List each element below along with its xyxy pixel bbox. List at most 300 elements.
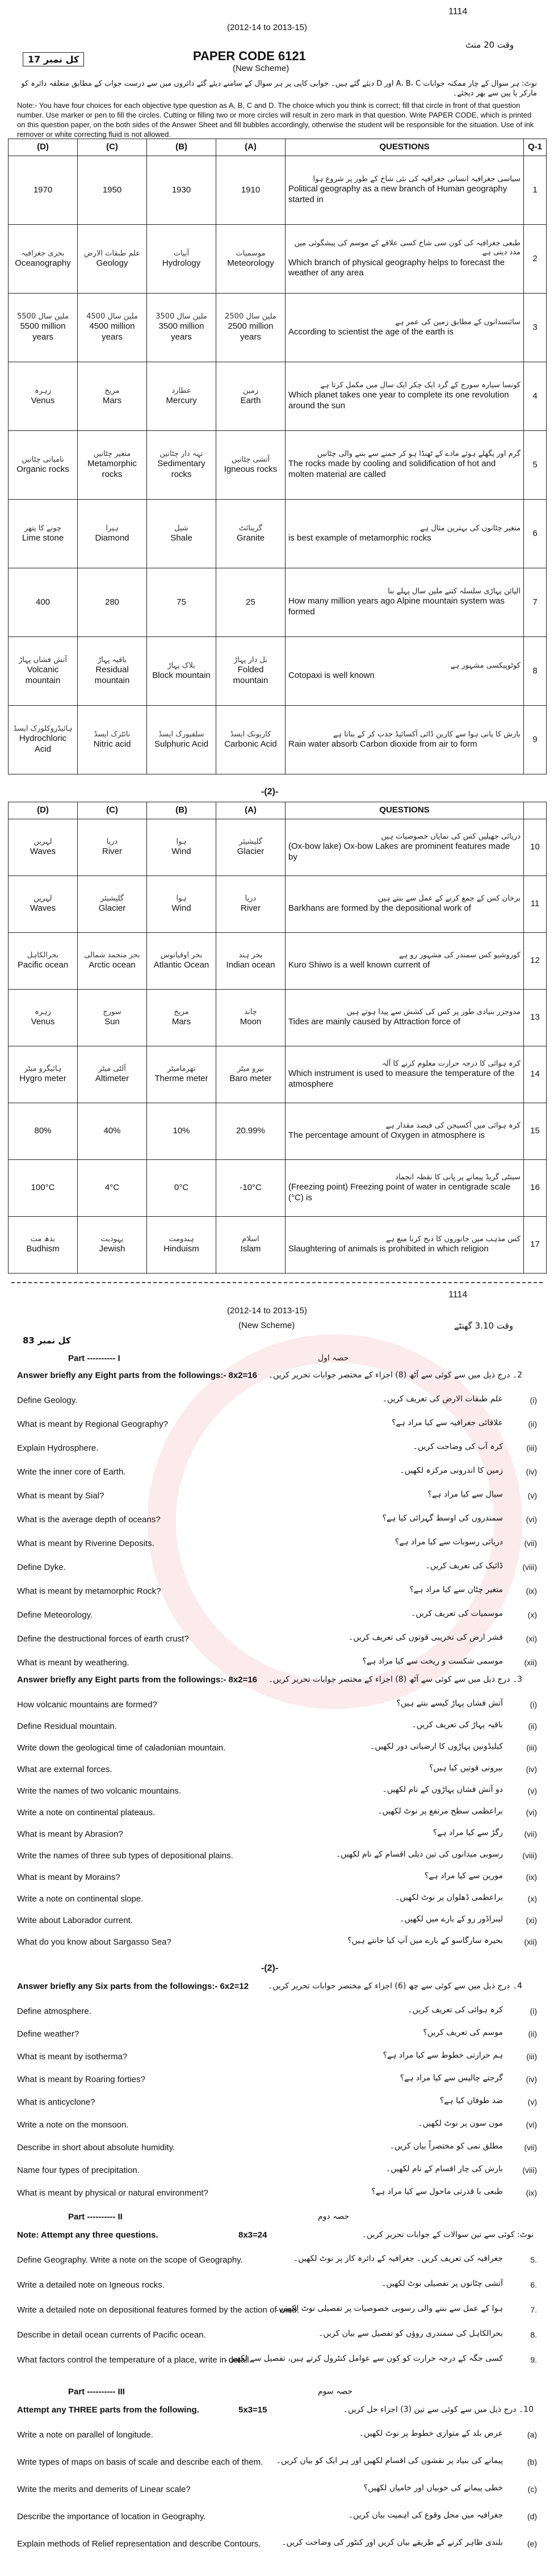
option-b-en: Atlantic Ocean bbox=[153, 960, 209, 970]
list-item bbox=[17, 1912, 537, 1935]
item-number: (v) bbox=[527, 1786, 537, 1795]
option-d bbox=[9, 225, 78, 294]
item-number: (vi) bbox=[526, 2120, 537, 2129]
item-number: (iv) bbox=[526, 2075, 537, 2084]
item-english: Write a note on the monsoon. bbox=[17, 2120, 129, 2130]
subjective-new-scheme: (New Scheme) bbox=[238, 1321, 295, 1330]
option-a-ur: گلیشیئر bbox=[238, 837, 263, 846]
question-row bbox=[9, 1217, 547, 1274]
item-number: (xii) bbox=[524, 1658, 537, 1667]
option-a-ur: زمین bbox=[242, 386, 259, 395]
item-urdu: مطلق نمی کو مختصراً بیان کریں۔ bbox=[389, 2142, 503, 2151]
question-number bbox=[524, 500, 547, 568]
option-b bbox=[147, 1103, 216, 1160]
option-b bbox=[147, 637, 216, 706]
question-text-en: (Ox-bow lake) Ox-bow Lakes are prominent features made by bbox=[288, 841, 510, 862]
option-a bbox=[216, 1046, 286, 1103]
option-b-ur: آبیات bbox=[173, 249, 190, 258]
item-urdu: زمین کا اندرونی مرکزہ لکھیں۔ bbox=[400, 1466, 503, 1475]
option-b-en: Sulphuric Acid bbox=[154, 739, 209, 749]
item-number: (v) bbox=[527, 1491, 537, 1500]
option-b bbox=[147, 156, 216, 225]
item-number: (ii) bbox=[528, 2029, 537, 2038]
item-number: (a) bbox=[527, 2430, 537, 2439]
option-a bbox=[216, 294, 286, 362]
question-row bbox=[9, 225, 547, 294]
option-a-ur: بحر ہند bbox=[238, 951, 263, 960]
question-text-ur: گرم اور پگھلے ہوئے مادے کے ٹھنڈا ہو کر جمنے سے بننے والی چٹانیں bbox=[317, 450, 521, 459]
question-text bbox=[286, 990, 524, 1046]
option-a-en: Glacier bbox=[237, 847, 265, 857]
col-questions: QUESTIONS bbox=[286, 802, 524, 819]
item-urdu: کیلیڈونین پہاڑوں کا ارضیاتی دور لکھیں۔ bbox=[370, 1742, 503, 1751]
question-number-en: 2 bbox=[532, 253, 538, 263]
item-urdu: بحیرہ سارگاسو کے بارے میں آپ کیا جانتے ہیں؟ bbox=[347, 1936, 503, 1945]
question-text-ur: طبعی جغرافیہ کی کون سی شاخ کسی علاقے کے موسم کی پیشگوئی میں مدد دیتی ہے bbox=[294, 239, 521, 257]
option-b-ur: بحر اوقیانوس bbox=[160, 951, 203, 960]
question-number-en: 1 bbox=[532, 185, 538, 195]
option-c-ur: 4500 ملین سال bbox=[86, 312, 138, 321]
item-english: Write a note on continental slope. bbox=[17, 1894, 144, 1904]
option-b-en: Hydrology bbox=[162, 258, 201, 268]
item-english: Define Dyke. bbox=[17, 1563, 66, 1572]
option-a bbox=[216, 225, 286, 294]
item-number: (vii) bbox=[524, 1539, 537, 1548]
list-item bbox=[17, 2071, 537, 2094]
list-item bbox=[17, 1697, 537, 1719]
option-a-en: 1910 bbox=[241, 185, 261, 195]
option-a bbox=[216, 1217, 286, 1274]
question-row bbox=[9, 156, 547, 225]
question-text bbox=[286, 225, 524, 294]
list-item bbox=[17, 2117, 537, 2139]
option-b-ur: تہہ دار چٹانیں bbox=[160, 450, 203, 459]
option-d bbox=[9, 933, 78, 990]
question-text-ur: مدوجزر بنیادی طور پر کس کی کشش سے پیدا ہوتے ہیں bbox=[346, 1008, 521, 1016]
list-item bbox=[17, 2162, 537, 2185]
option-c bbox=[78, 637, 147, 706]
option-b-ur: مریخ bbox=[174, 1008, 189, 1016]
item-english: Explain Hydrosphere. bbox=[17, 1443, 99, 1453]
option-b bbox=[147, 1046, 216, 1103]
list-item bbox=[17, 2252, 537, 2275]
option-b-en: Mercury bbox=[166, 395, 197, 405]
option-d-en: Waves bbox=[30, 903, 56, 914]
option-d-en: 100°C bbox=[31, 1183, 55, 1193]
item-number: (i) bbox=[530, 2007, 537, 2016]
option-c-en: Jewish bbox=[99, 1244, 125, 1254]
time-allowed: وقت 20 منٹ bbox=[465, 40, 514, 50]
option-a-en: 2500 million years bbox=[228, 321, 274, 342]
option-a-en: 25 bbox=[246, 597, 255, 607]
option-c bbox=[78, 876, 147, 933]
option-a bbox=[216, 568, 286, 637]
option-a-en: Carbonic Acid bbox=[224, 739, 277, 749]
page-mark-2b: -(2)- bbox=[261, 1963, 279, 1973]
option-a-ur: چاند bbox=[244, 1008, 257, 1016]
option-c bbox=[78, 1160, 147, 1217]
item-english: What factors control the temperature of a place, write in detail. bbox=[17, 2355, 251, 2365]
item-english: Write a note on parallel of longitude. bbox=[17, 2430, 153, 2440]
item-urdu: کرہ ہوائی کی تعریف کریں۔ bbox=[408, 2005, 503, 2014]
option-c bbox=[78, 362, 147, 431]
q10-marks: 5x3=15 bbox=[238, 2405, 267, 2415]
question-text bbox=[286, 156, 524, 225]
option-a-en: Islam bbox=[240, 1244, 261, 1254]
option-a-ur: کاربونک ایسڈ bbox=[230, 730, 271, 739]
item-urdu: دریائی رسوبات سے کیا مراد ہے؟ bbox=[394, 1538, 503, 1547]
cut-line bbox=[11, 1282, 543, 1283]
list-item bbox=[17, 1826, 537, 1849]
item-urdu: جغرافیہ میں محل وقوع کی اہمیت بیان کریں۔ bbox=[348, 2511, 503, 2520]
option-b-ur: سلفیورک ایسڈ bbox=[158, 730, 204, 739]
list-item bbox=[17, 1511, 537, 1534]
question-row bbox=[9, 294, 547, 362]
list-item bbox=[17, 2185, 537, 2208]
list-item bbox=[17, 1488, 537, 1510]
option-c-en: River bbox=[102, 847, 122, 857]
col-d: (D) bbox=[9, 139, 78, 156]
option-a-ur: اسلام bbox=[242, 1235, 259, 1243]
question-text-en: Cotopaxi is well known bbox=[288, 670, 375, 680]
item-english: What is the average depth of oceans? bbox=[17, 1515, 161, 1524]
option-d-ur: آتش فشاں پہاڑ bbox=[19, 656, 67, 665]
list-item bbox=[17, 2508, 537, 2531]
option-c bbox=[78, 819, 147, 876]
item-urdu: سیال سے کیا مراد ہے؟ bbox=[427, 1490, 503, 1499]
item-english: What is meant by physical or natural environment? bbox=[17, 2188, 208, 2198]
question-text-ur: کس مذہب میں جانوروں کا ذبح کرنا منع ہے bbox=[385, 1235, 521, 1243]
question-row bbox=[9, 933, 547, 990]
option-b-en: 1930 bbox=[171, 185, 191, 195]
option-c-en: 4°C bbox=[104, 1183, 120, 1193]
question-text-en: Tides are mainly caused by Attraction force of bbox=[288, 1017, 460, 1027]
question-text bbox=[286, 1160, 524, 1217]
item-number: (c) bbox=[527, 2485, 537, 2494]
subjective-marks: کل نمبر 83 bbox=[23, 1335, 71, 1346]
option-a bbox=[216, 637, 286, 706]
item-number: (b) bbox=[527, 2457, 537, 2466]
note-urdu: نوٹ: ہر سوال کے چار ممکنہ جوابات A، B، C اور D دیئے گئے ہیں۔ جوابی کاپی پر ہر سوال کے سامنے دیئے گئے دائروں میں سے درست جواب کے مطابق متعلقہ دائرہ کو مارکر یا پین سے بھر دیجئے۔ bbox=[21, 79, 537, 98]
option-d bbox=[9, 1217, 78, 1274]
option-b-ur: عطارد bbox=[171, 386, 191, 395]
item-number: (viii) bbox=[522, 1851, 537, 1860]
item-urdu: پیمانے کی بنیاد پر نقشوں کی اقسام لکھیں اور ہر ایک کو بیان کریں۔ bbox=[276, 2456, 503, 2465]
option-d bbox=[9, 156, 78, 225]
option-c-ur: باقیہ پہاڑ bbox=[98, 656, 127, 665]
question-number-en: 9 bbox=[532, 734, 538, 744]
question-number-en: 15 bbox=[530, 1126, 540, 1136]
option-b bbox=[147, 431, 216, 500]
question-text-ur: کونسا سیارہ سورج کے گرد ایک چکر ایک سال میں مکمل کرتا ہے bbox=[320, 381, 521, 390]
item-english: Write the inner core of Earth. bbox=[17, 1467, 126, 1477]
question-number bbox=[524, 637, 547, 706]
subjective-session: (2012-14 to 2013-15) bbox=[227, 1306, 307, 1316]
option-c-ur: مریخ bbox=[104, 386, 120, 395]
list-item bbox=[17, 1607, 537, 1630]
question-text-en: Kuro Shiwo is a well known current of bbox=[288, 960, 430, 970]
option-c bbox=[78, 1046, 147, 1103]
objective-table-1 bbox=[8, 139, 547, 774]
option-a bbox=[216, 1103, 286, 1160]
option-c-ur: دریا bbox=[106, 837, 118, 846]
subjective-paper-number: 1114 bbox=[448, 1290, 468, 1300]
option-b-en: Therme meter bbox=[154, 1074, 208, 1084]
item-english: What is meant by weathering. bbox=[17, 1658, 129, 1668]
option-b-en: 75 bbox=[177, 597, 186, 607]
item-english: Write a note on continental plateaus. bbox=[17, 1808, 156, 1817]
item-number: (x) bbox=[527, 1894, 537, 1903]
question-row bbox=[9, 1103, 547, 1160]
question-text-en: According to scientist the age of the earth is bbox=[288, 326, 454, 337]
option-c bbox=[78, 225, 147, 294]
question-number-en: 3 bbox=[532, 322, 538, 332]
question-text-en: Which instrument is used to measure the temperature of the atmosphere bbox=[288, 1068, 515, 1089]
item-number: (v) bbox=[527, 2097, 537, 2106]
question-text-en: Which planet takes one year to complete its one revolution around the sun bbox=[288, 390, 509, 411]
question-number-en: 5 bbox=[532, 459, 538, 470]
option-a bbox=[216, 1160, 286, 1217]
list-item bbox=[17, 1740, 537, 1762]
option-b bbox=[147, 1160, 216, 1217]
item-urdu: مورین سے کیا مراد ہے؟ bbox=[424, 1871, 503, 1880]
question-text bbox=[286, 500, 524, 568]
item-urdu: موسمیات کی تعریف کریں۔ bbox=[411, 1609, 503, 1618]
option-b-en: Block mountain bbox=[152, 670, 211, 680]
option-d-en: 1970 bbox=[33, 185, 53, 195]
item-english: What is meant by Riverine Deposits. bbox=[17, 1539, 154, 1548]
item-number: (d) bbox=[527, 2512, 537, 2521]
option-c bbox=[78, 568, 147, 637]
option-a-en: -10°C bbox=[240, 1183, 262, 1193]
list-item bbox=[17, 2277, 537, 2299]
question-text-en: How many million years ago Alpine mountain system was formed bbox=[288, 596, 505, 617]
item-urdu: موسم کی تعریف کریں؟ bbox=[423, 2028, 503, 2037]
item-english: Write the names of three sub types of depositional plains. bbox=[17, 1851, 233, 1861]
question-text bbox=[286, 706, 524, 774]
question-number bbox=[524, 225, 547, 294]
question-text-ur: کرہ ہوائی میں آکسیجن کی فیصد مقدار ہے bbox=[385, 1121, 521, 1130]
item-urdu: کرہ آب کی وضاحت کریں۔ bbox=[413, 1442, 503, 1451]
list-item bbox=[17, 1654, 537, 1677]
list-item bbox=[17, 1416, 537, 1439]
item-urdu: بحرالکاہل کی سمندری روؤں کو تفصیل سے بیان کریں۔ bbox=[318, 2329, 503, 2338]
item-number: (iii) bbox=[526, 1443, 537, 1452]
option-c-ur: نائٹرک ایسڈ bbox=[94, 730, 131, 739]
q4-heading-urdu: 4۔ درج ذیل میں سے کوئی سے چھ (6) اجزاء کے مختصر جوابات تحریر کریں۔ bbox=[267, 1982, 522, 1991]
question-text bbox=[286, 568, 524, 637]
list-item bbox=[17, 2302, 537, 2324]
item-number: (iv) bbox=[526, 1765, 537, 1774]
item-english: What is meant by Morains? bbox=[17, 1873, 120, 1882]
option-a-ur: بیرو میٹر bbox=[237, 1065, 265, 1073]
question-row bbox=[9, 362, 547, 431]
question-text bbox=[286, 1103, 524, 1160]
list-item bbox=[17, 1934, 537, 1957]
question-text-ur: بارش کا پانی ہوا سے کاربن ڈائی آکسائیڈ جذب کر کے بناتا ہے bbox=[333, 730, 521, 739]
question-row bbox=[9, 876, 547, 933]
item-english: Write a detailed note on depositional features formed by the action of wind. bbox=[17, 2305, 299, 2315]
item-number: (xi) bbox=[526, 1634, 537, 1643]
option-b bbox=[147, 933, 216, 990]
option-c-en: Altimeter bbox=[95, 1074, 129, 1084]
question-number bbox=[524, 294, 547, 362]
item-urdu: لیبراڈور رو کے بارے میں لکھیں۔ bbox=[400, 1915, 503, 1924]
item-english: What is meant by Regional Geography? bbox=[17, 1419, 168, 1429]
paper-code: PAPER CODE 6121 bbox=[193, 49, 306, 63]
option-b bbox=[147, 819, 216, 876]
paper-number: 1114 bbox=[448, 7, 468, 16]
item-urdu: رگڑ سے کیا مراد ہے؟ bbox=[433, 1828, 503, 1837]
option-d bbox=[9, 637, 78, 706]
option-b-en: Shale bbox=[170, 533, 192, 543]
option-b bbox=[147, 990, 216, 1046]
question-text bbox=[286, 819, 524, 876]
list-item bbox=[17, 2536, 537, 2558]
item-urdu: موسمی شکست و ریخت سے کیا مراد ہے؟ bbox=[362, 1657, 503, 1666]
question-number bbox=[524, 933, 547, 990]
page-mark-2: -(2)- bbox=[261, 787, 279, 797]
list-item bbox=[17, 2139, 537, 2162]
question-number bbox=[524, 1217, 547, 1274]
option-b bbox=[147, 500, 216, 568]
option-d bbox=[9, 1103, 78, 1160]
option-d bbox=[9, 362, 78, 431]
question-number bbox=[524, 156, 547, 225]
item-urdu: علم طبقات الارض کی تعریف کریں۔ bbox=[382, 1394, 503, 1404]
option-a-ur: 2500 ملین سال bbox=[225, 312, 276, 321]
item-urdu: دو آتش فشاں پہاڑوں کے نام لکھیں۔ bbox=[382, 1785, 503, 1794]
item-english: Define Geology. bbox=[17, 1396, 78, 1405]
item-number: (viii) bbox=[522, 1563, 537, 1572]
list-item bbox=[17, 2454, 537, 2477]
question-text-en: Political geography as a new branch of Human geography started in bbox=[288, 184, 507, 205]
option-a bbox=[216, 431, 286, 500]
option-c-en: Mars bbox=[102, 395, 122, 405]
item-english: What is meant by metamorphic Rock? bbox=[17, 1586, 161, 1596]
item-urdu: عرض بلد کے متوازی خطوط پر نوٹ لکھیں۔ bbox=[359, 2429, 503, 2438]
option-a-ur: موسمیات bbox=[236, 249, 266, 258]
item-number: (vi) bbox=[526, 1515, 537, 1524]
question-text bbox=[286, 294, 524, 362]
question-text-en: Which branch of physical geography helps to forecast the weather of any area bbox=[288, 257, 505, 278]
option-d-en: Volcanic mountain bbox=[25, 665, 61, 686]
question-row bbox=[9, 819, 547, 876]
q4-heading: Answer briefly any Six parts from the followings:- 6x2=12 bbox=[17, 1982, 249, 1991]
option-c-en: Geology bbox=[96, 258, 128, 268]
item-urdu: براعظمی سطح مرتفع پر نوٹ لکھیں۔ bbox=[377, 1807, 503, 1816]
option-a-en: Baro meter bbox=[229, 1074, 272, 1084]
option-c-ur: گلیشیئر bbox=[100, 894, 124, 903]
item-english: Define atmosphere. bbox=[17, 2007, 91, 2016]
list-item bbox=[17, 1535, 537, 1558]
option-d bbox=[9, 294, 78, 362]
question-text-en: The percentage amount of Oxygen in atmosphere is bbox=[288, 1130, 485, 1141]
col-qno bbox=[524, 802, 547, 819]
option-d-ur: چونے کا پتھر bbox=[24, 523, 62, 533]
option-c-ur: یہودیت bbox=[100, 1235, 124, 1243]
option-d-en: Pacific ocean bbox=[17, 960, 69, 970]
item-english: Describe in short about absolute humidity. bbox=[17, 2143, 175, 2152]
list-item bbox=[17, 1761, 537, 1784]
item-english: Write types of maps on basis of scale and describe each of them. bbox=[17, 2457, 263, 2467]
option-d bbox=[9, 1046, 78, 1103]
option-b-en: Sedimentary rocks bbox=[157, 459, 205, 480]
option-d bbox=[9, 876, 78, 933]
part-2-heading: Part ---------- II bbox=[68, 2212, 123, 2222]
option-b-en: 0°C bbox=[174, 1183, 189, 1193]
option-b-en: Mars bbox=[171, 1017, 191, 1027]
item-english: Define Residual mountain. bbox=[17, 1721, 117, 1731]
option-a-en: Earth bbox=[240, 395, 261, 405]
question-number-en: 10 bbox=[530, 842, 540, 852]
option-d-en: Hydrochloric Acid bbox=[19, 734, 67, 755]
option-c-en: Nitric acid bbox=[93, 739, 131, 749]
option-a-ur: بل دار پہاڑ bbox=[234, 656, 267, 665]
option-d-en: Waves bbox=[30, 847, 56, 857]
option-c-ur: ہیرا bbox=[106, 523, 119, 533]
item-english: Write a detailed note on Igneous rocks. bbox=[17, 2280, 165, 2290]
question-number-en: 8 bbox=[532, 665, 538, 676]
option-c-en: Diamond bbox=[95, 533, 129, 543]
question-text bbox=[286, 1046, 524, 1103]
question-text bbox=[286, 1217, 524, 1274]
option-c bbox=[78, 294, 147, 362]
option-c bbox=[78, 706, 147, 774]
option-d bbox=[9, 990, 78, 1046]
part-3-heading: Part ---------- III bbox=[68, 2387, 125, 2397]
option-a-ur: گرینائٹ bbox=[238, 523, 263, 533]
question-row bbox=[9, 1046, 547, 1103]
option-a bbox=[216, 876, 286, 933]
item-number: (i) bbox=[530, 1700, 537, 1709]
option-a bbox=[216, 362, 286, 431]
col-b: (B) bbox=[147, 802, 216, 819]
option-b-ur: ہوا bbox=[176, 894, 187, 903]
option-b-ur: 3500 ملین سال bbox=[156, 312, 207, 321]
item-english: What do you know about Sargasso Sea? bbox=[17, 1937, 171, 1947]
option-d-en: Budhism bbox=[26, 1244, 60, 1254]
item-english: Define weather? bbox=[17, 2029, 79, 2039]
option-a-ur: دریا bbox=[245, 894, 257, 903]
item-english: What is meant by isotherma? bbox=[17, 2052, 128, 2062]
question-number-en: 6 bbox=[532, 528, 538, 538]
question-number bbox=[524, 876, 547, 933]
item-number: 8. bbox=[530, 2330, 537, 2339]
col-qno: Q-1 bbox=[524, 139, 547, 156]
option-c bbox=[78, 156, 147, 225]
list-item bbox=[17, 1804, 537, 1827]
question-text-ur: سائنسدانوں کے مطابق زمین کی عمر ہے bbox=[395, 317, 521, 326]
option-a bbox=[216, 156, 286, 225]
option-d bbox=[9, 568, 78, 637]
question-text-ur: متغیر چٹانوں کی بہترین مثال ہے bbox=[419, 523, 521, 533]
option-a-en: Igneous rocks bbox=[224, 464, 278, 474]
option-d-ur: ہائیگرو میٹر bbox=[24, 1065, 62, 1073]
item-number: (vii) bbox=[524, 2143, 537, 2152]
question-number-en: 13 bbox=[530, 1012, 540, 1023]
option-c bbox=[78, 431, 147, 500]
item-urdu: خطی پیمانے کی خوبیاں اور خامیاں لکھیں؟ bbox=[363, 2483, 503, 2493]
item-english: Define the destructional forces of earth crust? bbox=[17, 1634, 189, 1644]
item-english: What is meant by Abrasion? bbox=[17, 1829, 123, 1839]
col-a: (A) bbox=[216, 802, 286, 819]
item-number: (xi) bbox=[526, 1916, 537, 1925]
option-b bbox=[147, 876, 216, 933]
list-item bbox=[17, 2049, 537, 2071]
question-row bbox=[9, 568, 547, 637]
option-d-en: 5500 million years bbox=[20, 321, 66, 342]
